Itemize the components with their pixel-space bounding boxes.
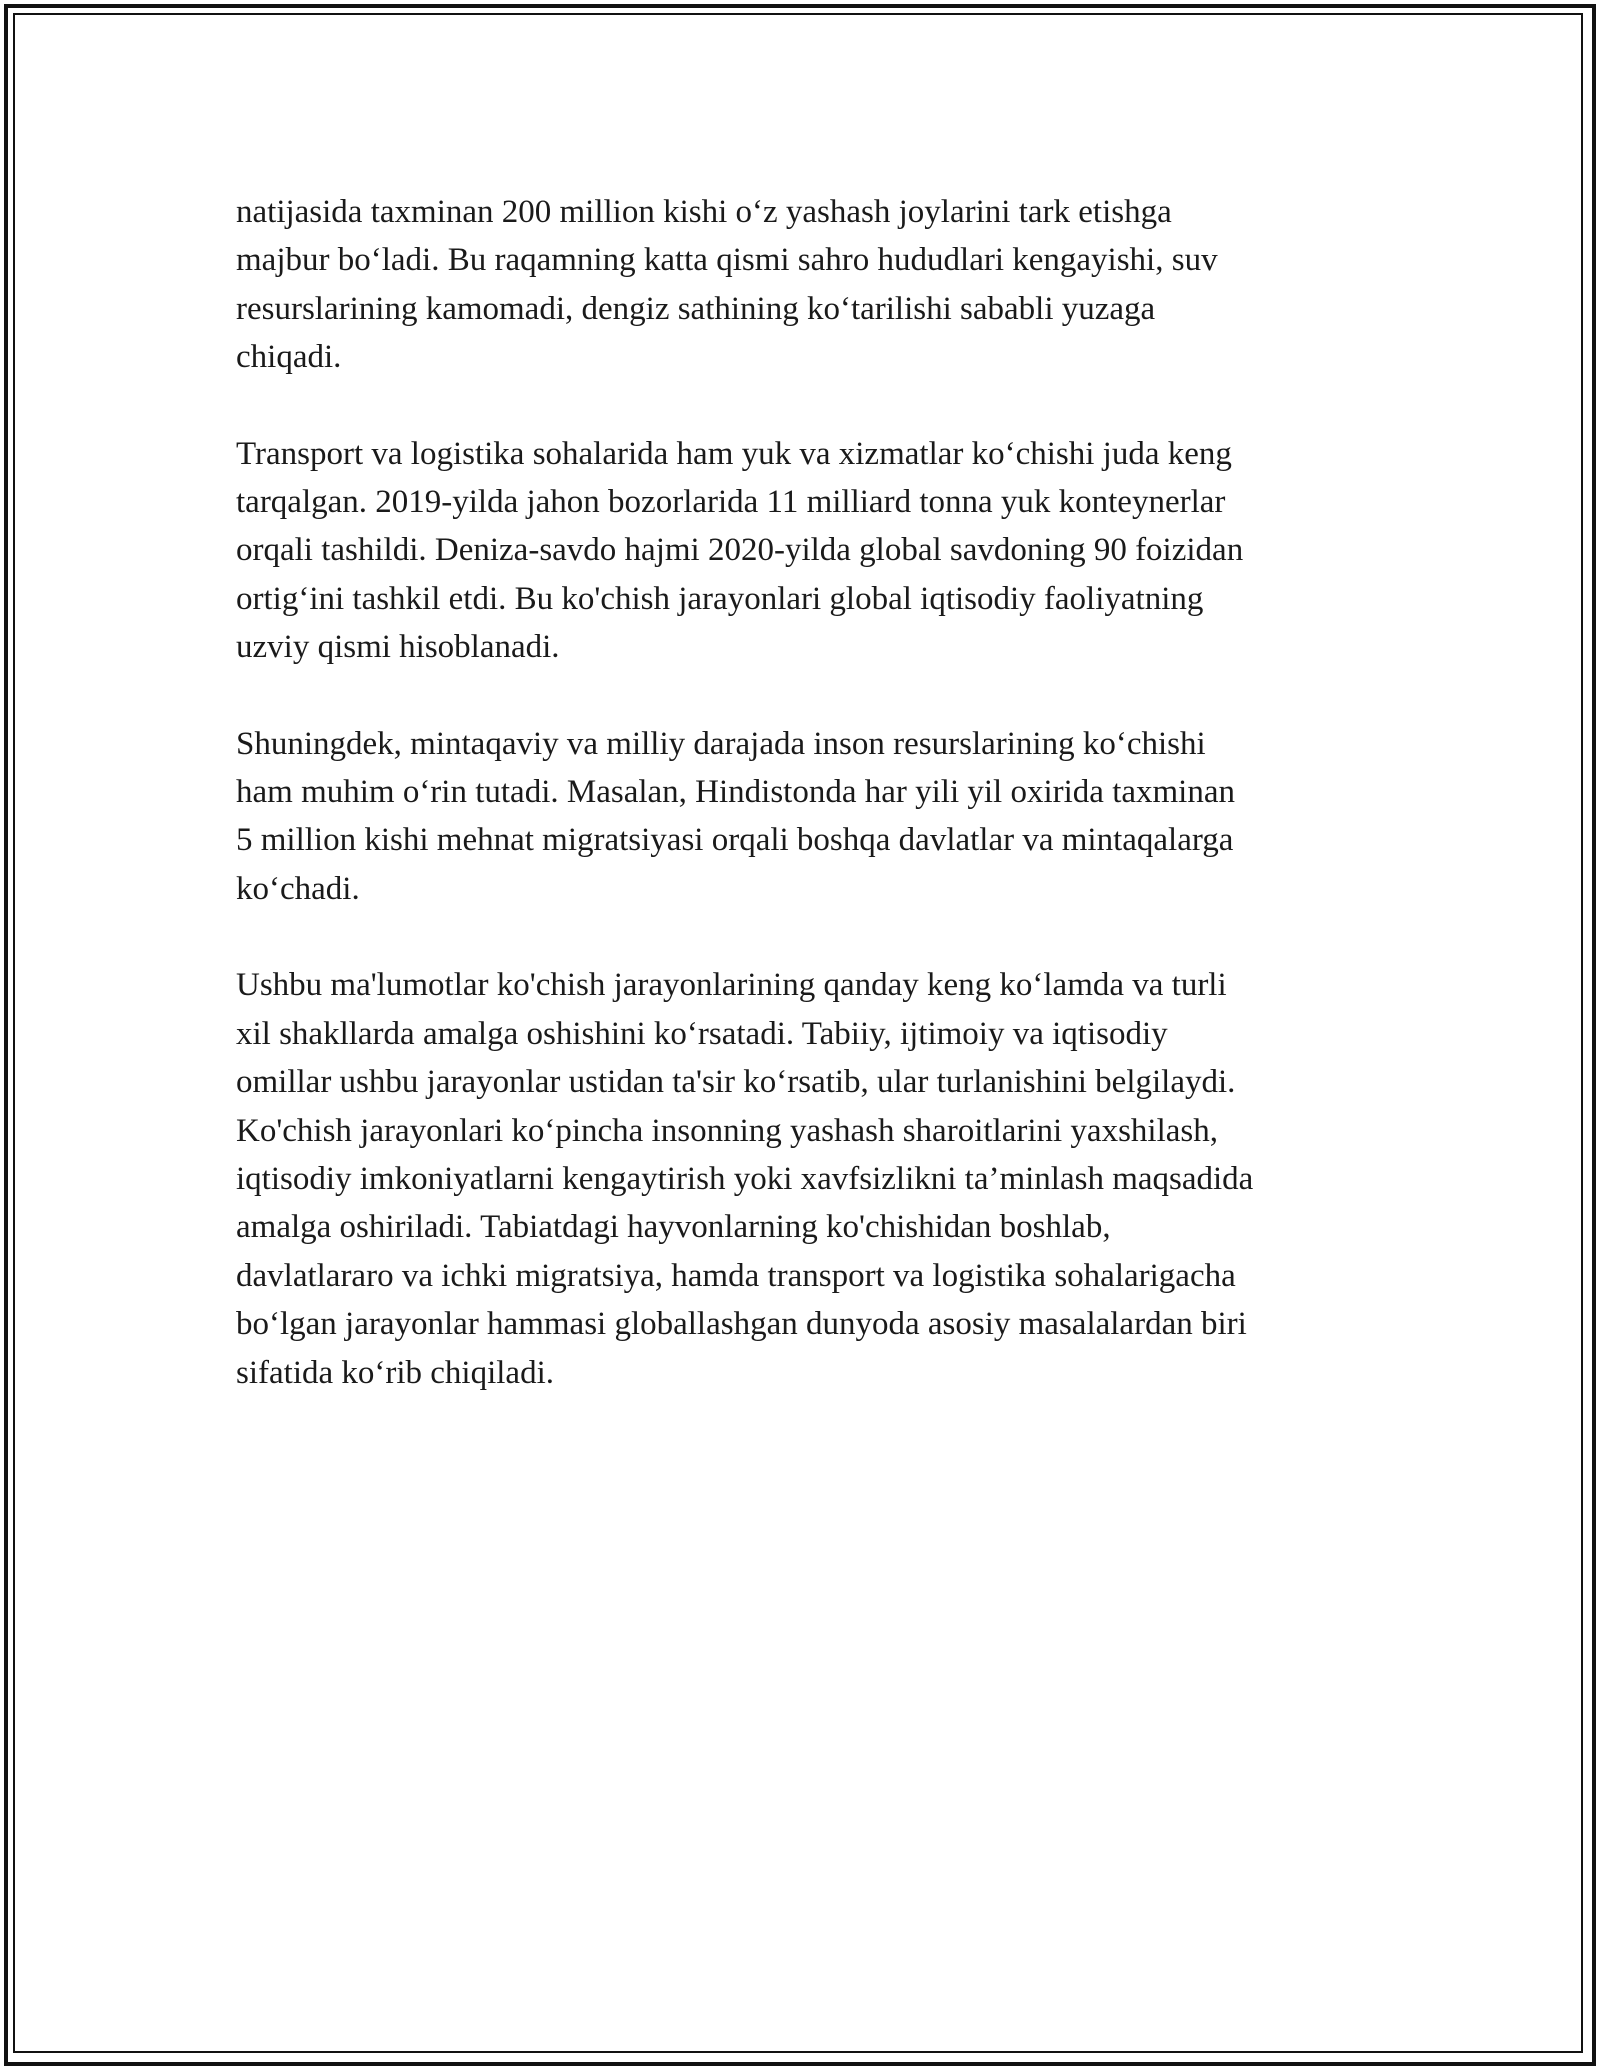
text-line: ortig‘ini tashkil etdi. Bu ko'chish jarayonlari global iqtisodiy faoliyatning	[236, 580, 1204, 617]
text-line: resurslarining kamomadi, dengiz sathining ko‘tarilishi sababli yuzaga	[236, 290, 1156, 327]
text-line: Ko'chish jarayonlari ko‘pincha insonning yashash sharoitlarini yaxshilash,	[236, 1112, 1218, 1149]
text-line: omillar ushbu jarayonlar ustidan ta'sir ko‘rsatib, ular turlanishini belgilaydi.	[236, 1064, 1236, 1101]
text-line: Transport va logistika sohalarida ham yuk va xizmatlar ko‘chishi juda keng	[236, 435, 1232, 472]
text-line: 5 million kishi mehnat migratsiyasi orqali boshqa davlatlar va mintaqalarga	[236, 822, 1234, 859]
paragraph-1	[236, 188, 1376, 382]
text-line: natijasida taxminan 200 million kishi o‘z yashash joylarini tark etishga	[236, 194, 1172, 230]
text-line: chiqadi.	[236, 339, 342, 376]
text-line: majbur bo‘ladi. Bu raqamning katta qismi sahro hududlari kengayishi, suv	[236, 242, 1218, 279]
text-line: Ushbu ma'lumotlar ko'chish jarayonlarining qanday keng ko‘lamda va turli	[236, 967, 1227, 1004]
text-line: xil shakllarda amalga oshishini ko‘rsatadi. Tabiiy, ijtimoiy va iqtisodiy	[236, 1015, 1168, 1052]
text-line: orqali tashildi. Deniza-savdo hajmi 2020-yilda global savdoning 90 foizidan	[236, 532, 1244, 569]
text-line: davlatlararo va ichki migratsiya, hamda transport va logistika sohalarigacha	[236, 1257, 1236, 1294]
text-line: amalga oshiriladi. Tabiatdagi hayvonlarning ko'chishidan boshlab,	[236, 1209, 1111, 1246]
text-line: tarqalgan. 2019-yilda jahon bozorlarida 11 milliard tonna yuk konteynerlar	[236, 484, 1226, 521]
text-line: iqtisodiy imkoniyatlarni kengaytirish yoki xavfsizlikni ta’minlash maqsadida	[236, 1160, 1254, 1197]
paragraph-4	[236, 961, 1376, 1397]
text-line: ko‘chadi.	[236, 870, 360, 907]
document-body	[236, 188, 1376, 1445]
paragraph-3	[236, 720, 1376, 914]
paragraph-2	[236, 430, 1376, 672]
text-line: Shuningdek, mintaqaviy va milliy darajada inson resurslarining ko‘chishi	[236, 725, 1206, 762]
text-line: uzviy qismi hisoblanadi.	[236, 629, 560, 666]
text-line: sifatida ko‘rib chiqiladi.	[236, 1354, 554, 1391]
text-line: bo‘lgan jarayonlar hammasi globallashgan dunyoda asosiy masalalardan biri	[236, 1306, 1247, 1343]
text-line: ham muhim o‘rin tutadi. Masalan, Hindistonda har yili yil oxirida taxminan	[236, 774, 1235, 811]
